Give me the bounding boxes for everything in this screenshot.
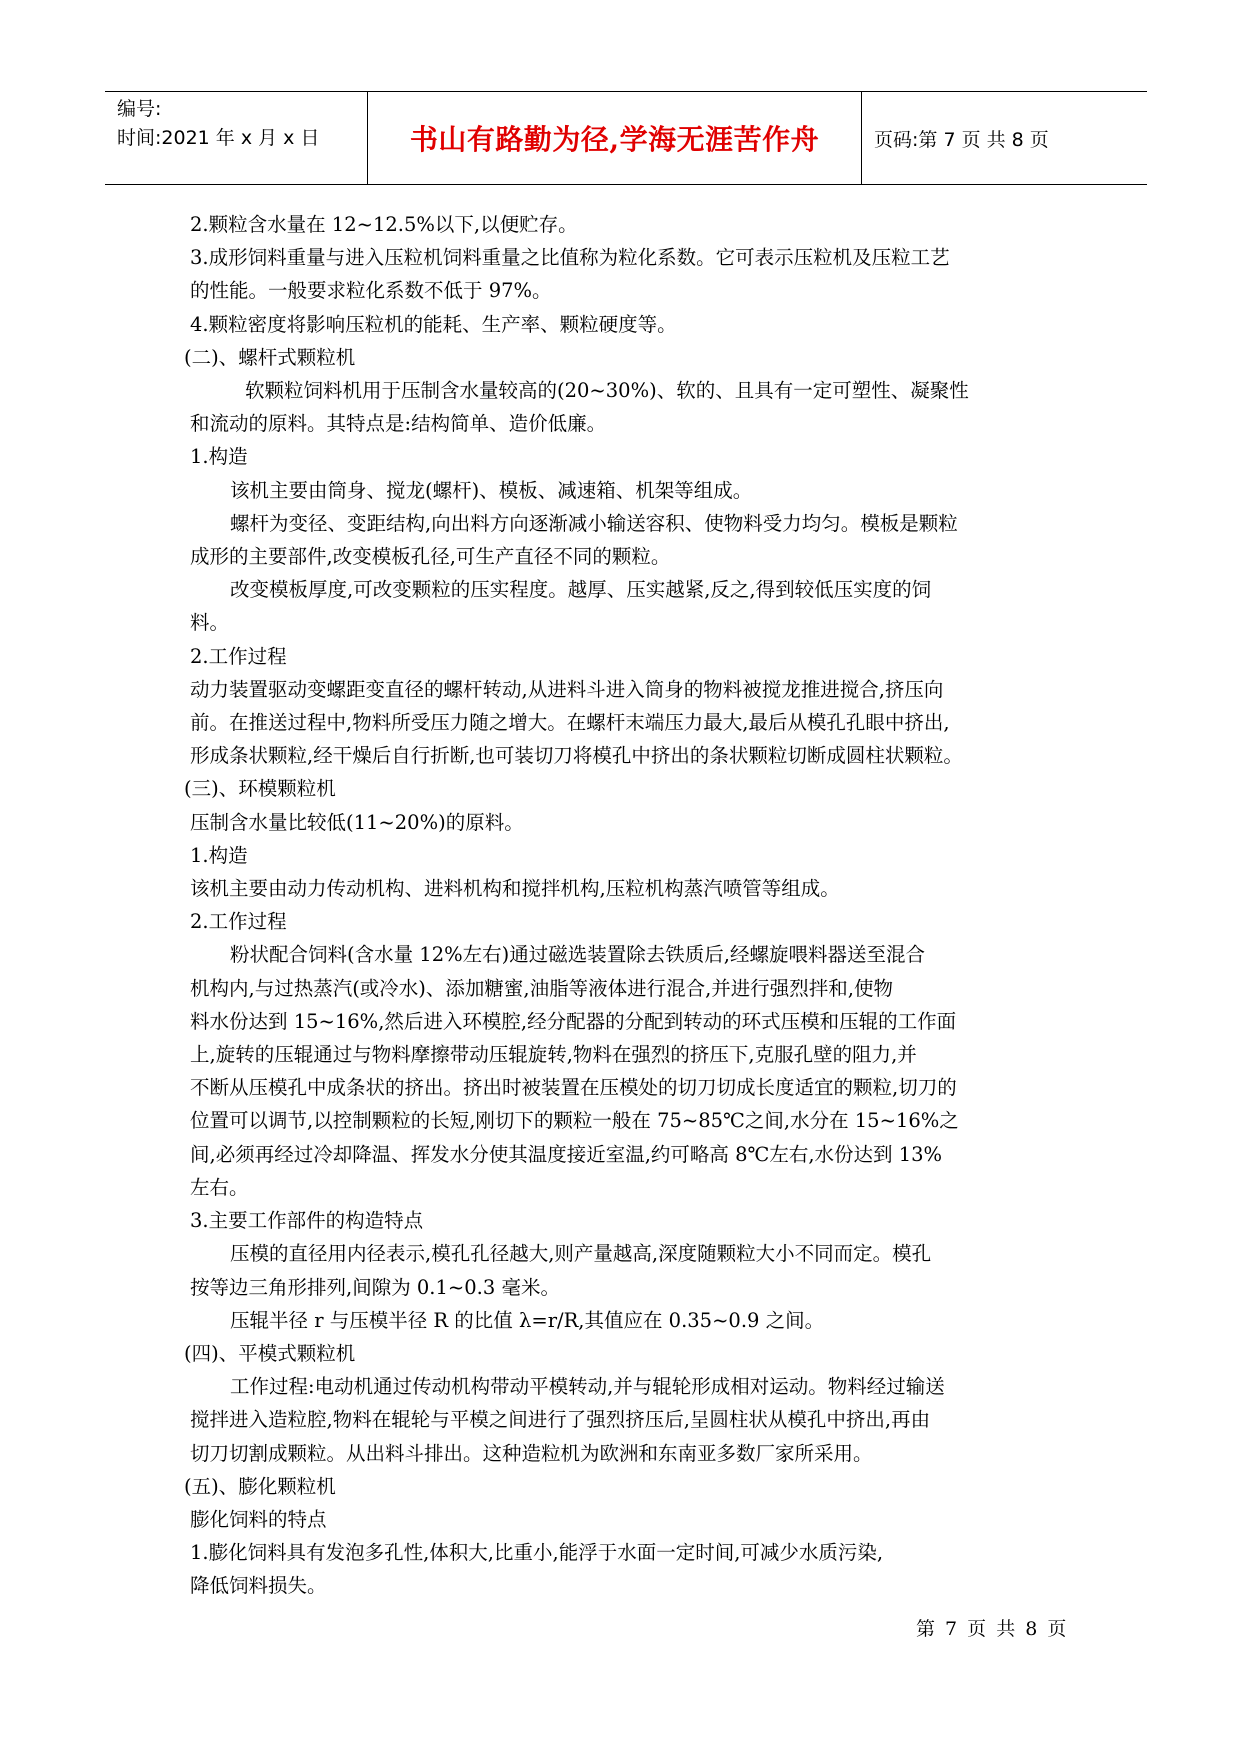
text-line: 3.成形饲料重量与进入压粒机饲料重量之比值称为粒化系数。它可表示压粒机及压粒工艺 [190,246,950,270]
text-line: 软颗粒饲料机用于压制含水量较高的(20~30%)、软的、且具有一定可塑性、凝聚性 [245,379,969,403]
text-line: 压制含水量比较低(11~20%)的原料。 [190,810,524,834]
text-line: 料。 [190,611,230,635]
section-heading: (五)、膨化颗粒机 [184,1474,336,1498]
header-motto: 书山有路勤为径,学海无涯苦作舟 [368,92,862,184]
text-line: 该机主要由筒身、搅龙(螺杆)、模板、减速箱、机架等组成。 [230,478,753,502]
text-line: 的性能。一般要求粒化系数不低于 97%。 [190,279,552,303]
text-line: 按等边三角形排列,间隙为 0.1~0.3 毫米。 [190,1275,560,1299]
document-body [184,208,1070,1603]
text-line: 和流动的原料。其特点是:结构简单、造价低廉。 [190,412,607,436]
text-line: 成形的主要部件,改变模板孔径,可生产直径不同的颗粒。 [190,545,671,569]
text-line: 工作过程:电动机通过传动机构带动平模转动,并与辊轮形成相对运动。物料经过输送 [230,1375,945,1399]
text-line: 不断从压模孔中成条状的挤出。挤出时被装置在压模处的切刀切成长度适宜的颗粒,切刀的 [190,1076,957,1100]
text-line: 压辊半径 r 与压模半径 R 的比值 λ=r/R,其值应在 0.35~0.9 之间。 [230,1308,825,1332]
text-line: 搅拌进入造粒腔,物料在辊轮与平模之间进行了强烈挤压后,呈圆柱状从模孔中挤出,再由 [190,1408,931,1432]
page-footer: 第 7 页 共 8 页 [916,1618,1069,1640]
text-line: 前。在推送过程中,物料所受压力随之增大。在螺杆末端压力最大,最后从模孔孔眼中挤出, [190,711,950,735]
text-line: 螺杆为变径、变距结构,向出料方向逐渐减小输送容积、使物料受力均匀。模板是颗粒 [230,511,958,535]
text-line: 形成条状颗粒,经干燥后自行折断,也可装切刀将模孔中挤出的条状颗粒切断成圆柱状颗粒。 [190,744,963,768]
text-line: 4.颗粒密度将影响压粒机的能耗、生产率、颗粒硬度等。 [190,312,677,336]
text-line: 降低饲料损失。 [190,1574,327,1598]
text-line: 间,必须再经过冷却降温、挥发水分使其温度接近室温,约可略高 8℃左右,水份达到 13% [190,1142,943,1166]
document-number-label: 编号: [117,98,162,120]
text-line: 机构内,与过热蒸汽(或冷水)、添加糖蜜,油脂等液体进行混合,并进行强烈拌和,使物 [190,976,894,1000]
header-page-label: 页码:第 7 页 共 8 页 [874,128,1049,151]
header-meta-cell [105,92,368,184]
subheading: 1.构造 [190,843,248,867]
subheading: 膨化饲料的特点 [190,1507,327,1531]
text-line: 该机主要由动力传动机构、进料机构和搅拌机构,压粒机构蒸汽喷管等组成。 [190,877,840,901]
text-line: 上,旋转的压辊通过与物料摩擦带动压辊旋转,物料在强烈的挤压下,克服孔壁的阻力,并 [190,1043,917,1067]
page-header [105,91,1147,185]
text-line: 动力装置驱动变螺距变直径的螺杆转动,从进料斗进入筒身的物料被搅龙推进搅合,挤压向 [190,677,944,701]
text-line: 1.膨化饲料具有发泡多孔性,体积大,比重小,能浮于水面一定时间,可减少水质污染, [190,1541,884,1565]
text-line: 左右。 [190,1175,249,1199]
section-heading: (四)、平模式颗粒机 [184,1341,356,1365]
text-line: 2.颗粒含水量在 12~12.5%以下,以便贮存。 [190,213,578,236]
document-time-label: 时间:2021 年 x 月 x 日 [117,127,320,149]
text-line: 压模的直径用内径表示,模孔孔径越大,则产量越高,深度随颗粒大小不同而定。模孔 [230,1242,932,1266]
text-line: 改变模板厚度,可改变颗粒的压实程度。越厚、压实越紧,反之,得到较低压实度的饲 [230,578,932,602]
text-line: 切刀切割成颗粒。从出料斗排出。这种造粒机为欧洲和东南亚多数厂家所采用。 [190,1441,873,1465]
text-line: 料水份达到 15~16%,然后进入环模腔,经分配器的分配到转动的环式压模和压辊的工作面 [190,1009,957,1033]
subheading: 2.工作过程 [190,910,287,934]
text-line: 位置可以调节,以控制颗粒的长短,刚切下的颗粒一般在 75~85℃之间,水分在 15~16%之 [190,1109,959,1133]
section-heading: (二)、螺杆式颗粒机 [184,345,356,369]
subheading: 1.构造 [190,445,248,469]
subheading: 3.主要工作部件的构造特点 [190,1209,424,1233]
text-line: 粉状配合饲料(含水量 12%左右)通过磁选装置除去铁质后,经螺旋喂料器送至混合 [230,943,925,967]
section-heading: (三)、环模颗粒机 [184,777,336,801]
subheading: 2.工作过程 [190,644,287,668]
